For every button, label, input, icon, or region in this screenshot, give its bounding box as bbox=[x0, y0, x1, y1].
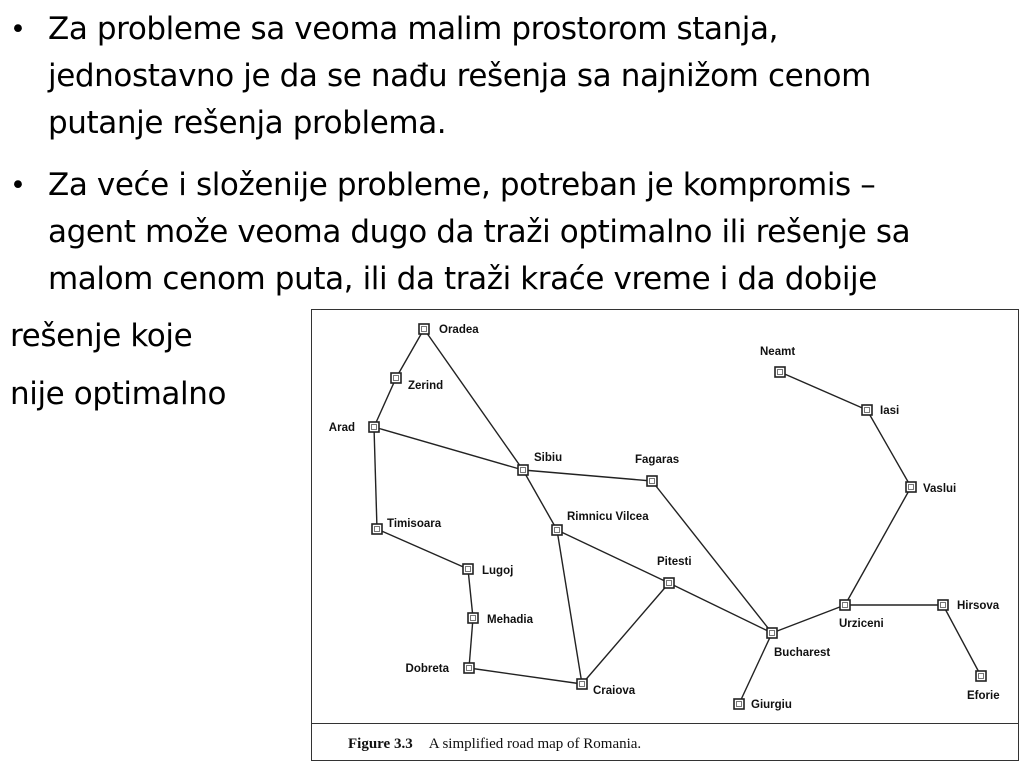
city-label-pitesti: Pitesti bbox=[657, 556, 692, 568]
continuation-line: nije optimalno bbox=[10, 376, 227, 412]
city-label-vaslui: Vaslui bbox=[923, 483, 957, 495]
city-node-hirsova bbox=[938, 600, 1000, 612]
road-iasi-neamt bbox=[780, 372, 867, 410]
city-marker bbox=[391, 373, 401, 383]
bullet-marker: • bbox=[10, 14, 26, 45]
road-arad-timisoara bbox=[374, 427, 377, 529]
city-label-lugoj: Lugoj bbox=[482, 565, 514, 577]
bullet-line: jednostavno je da se nađu rešenja sa najnižom cenom bbox=[48, 58, 871, 94]
road-rimnicu-vilcea-craiova bbox=[557, 530, 582, 684]
city-node-timisoara bbox=[372, 518, 442, 534]
city-label-sibiu: Sibiu bbox=[534, 452, 563, 464]
road-lugoj-mehadia bbox=[468, 569, 473, 618]
city-label-zerind: Zerind bbox=[408, 380, 444, 392]
city-node-arad bbox=[329, 422, 379, 434]
road-urziceni-vaslui bbox=[845, 487, 911, 605]
city-marker bbox=[468, 613, 478, 623]
road-sibiu-rimnicu-vilcea bbox=[523, 470, 557, 530]
city-node-lugoj bbox=[463, 564, 513, 577]
city-label-craiova: Craiova bbox=[593, 685, 636, 697]
city-label-fagaras: Fagaras bbox=[635, 454, 680, 466]
city-label-iasi: Iasi bbox=[880, 405, 900, 417]
city-node-oradea bbox=[419, 324, 479, 336]
figure-caption bbox=[348, 736, 641, 753]
city-marker bbox=[463, 564, 473, 574]
city-node-mehadia bbox=[468, 613, 534, 626]
city-label-dobreta: Dobreta bbox=[405, 663, 449, 675]
city-node-iasi bbox=[862, 405, 899, 417]
road-dobreta-craiova bbox=[469, 668, 582, 684]
bullet-line: agent može veoma dugo da traži optimalno ili rešenje sa bbox=[48, 214, 911, 250]
bullet-line: Za probleme sa veoma malim prostorom stanja, bbox=[48, 11, 779, 47]
city-marker bbox=[906, 482, 916, 492]
city-label-mehadia: Mehadia bbox=[487, 614, 534, 626]
figure-number: Figure 3.3 bbox=[348, 736, 413, 752]
bullet-line: putanje rešenja problema. bbox=[48, 105, 447, 141]
city-label-oradea: Oradea bbox=[439, 324, 479, 336]
city-marker bbox=[372, 524, 382, 534]
road-rimnicu-vilcea-pitesti bbox=[557, 530, 669, 583]
city-marker bbox=[647, 476, 657, 486]
bullet-line: Za veće i složenije probleme, potreban je kompromis – bbox=[48, 167, 876, 203]
city-marker bbox=[419, 324, 429, 334]
city-label-hirsova: Hirsova bbox=[957, 600, 1000, 612]
city-marker bbox=[840, 600, 850, 610]
bullet-marker: • bbox=[10, 170, 26, 201]
city-label-giurgiu: Giurgiu bbox=[751, 699, 792, 711]
city-node-craiova bbox=[577, 679, 636, 697]
city-node-eforie bbox=[967, 671, 1000, 702]
road-oradea-zerind bbox=[396, 329, 424, 378]
city-node-rimnicu-vilcea bbox=[552, 511, 649, 535]
city-node-zerind bbox=[391, 373, 443, 392]
road-hirsova-eforie bbox=[943, 605, 981, 676]
city-marker bbox=[862, 405, 872, 415]
city-marker bbox=[369, 422, 379, 432]
city-node-vaslui bbox=[906, 482, 956, 495]
road-arad-sibiu bbox=[374, 427, 523, 470]
city-marker bbox=[976, 671, 986, 681]
road-oradea-sibiu bbox=[424, 329, 523, 470]
city-label-urziceni: Urziceni bbox=[839, 618, 884, 630]
city-node-bucharest bbox=[767, 628, 830, 659]
road-pitesti-bucharest bbox=[669, 583, 772, 633]
bullet-item bbox=[10, 6, 988, 147]
road-map bbox=[312, 310, 1017, 722]
city-node-giurgiu bbox=[734, 699, 792, 711]
city-node-fagaras bbox=[635, 454, 679, 486]
figure-divider bbox=[312, 723, 1018, 724]
city-label-timisoara: Timisoara bbox=[387, 518, 442, 530]
city-node-neamt bbox=[760, 346, 795, 377]
road-timisoara-lugoj bbox=[377, 529, 468, 569]
romania-map-figure bbox=[311, 309, 1019, 761]
city-marker bbox=[767, 628, 777, 638]
city-marker bbox=[775, 367, 785, 377]
city-marker bbox=[518, 465, 528, 475]
city-label-neamt: Neamt bbox=[760, 346, 796, 358]
city-marker bbox=[938, 600, 948, 610]
road-vaslui-iasi bbox=[867, 410, 911, 487]
city-label-arad: Arad bbox=[328, 422, 355, 434]
bullet-item bbox=[10, 162, 988, 303]
continuation-line: rešenje koje bbox=[10, 318, 193, 354]
city-label-eforie: Eforie bbox=[967, 690, 1000, 702]
city-marker bbox=[464, 663, 474, 673]
road-bucharest-giurgiu bbox=[739, 633, 772, 704]
city-label-bucharest: Bucharest bbox=[774, 647, 831, 659]
road-bucharest-urziceni bbox=[772, 605, 845, 633]
figure-caption-text: A simplified road map of Romania. bbox=[428, 736, 642, 752]
city-label-rimnicu-vilcea: Rimnicu Vilcea bbox=[567, 511, 649, 523]
city-marker bbox=[664, 578, 674, 588]
city-node-dobreta bbox=[406, 663, 474, 675]
road-mehadia-dobreta bbox=[469, 618, 473, 668]
road-zerind-arad bbox=[374, 378, 396, 427]
city-node-pitesti bbox=[657, 556, 692, 588]
city-marker bbox=[552, 525, 562, 535]
city-marker bbox=[734, 699, 744, 709]
city-marker bbox=[577, 679, 587, 689]
bullet-line: malom cenom puta, ili da traži kraće vreme i da dobije bbox=[48, 261, 877, 297]
road-sibiu-fagaras bbox=[523, 470, 652, 481]
road-craiova-pitesti bbox=[582, 583, 669, 684]
